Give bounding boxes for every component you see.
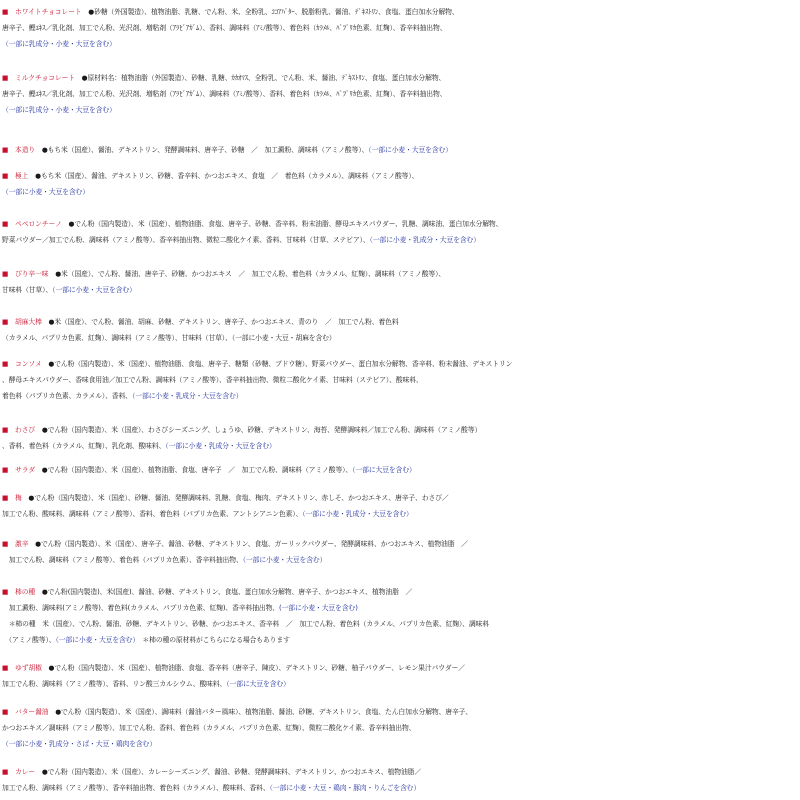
allergen-note: （一部に乳成分・小麦・大豆を含む） xyxy=(2,106,116,114)
ingredient-text: ●原材料名：植物油脂（外国製造）、砂糖、乳糖、ｶｶｵﾏｽ、全粉乳、でん粉、米、醤油、ﾃﾞｷｽﾄﾘﾝ、食塩、蛋白加水分解物、 xyxy=(81,74,446,82)
product-name: 梅 xyxy=(8,494,29,502)
allergen-note: （一部に小麦・乳成分・さば・大豆・鶏肉を含む） xyxy=(2,740,157,748)
product-entry xyxy=(2,266,798,298)
ingredient-text: ●でん粉（国内製造）、米（国産）、調味料（醤油バター風味）、植物油脂、醤油、砂糖、デキストリン、食塩、たん白加水分解物、唐辛子、 xyxy=(55,708,473,716)
ingredient-line xyxy=(2,86,798,102)
product-name: 極上 xyxy=(8,172,36,180)
bullet-marker: ■ xyxy=(2,318,9,326)
ingredient-line xyxy=(2,232,798,248)
ingredient-text: 唐辛子、鰹ｴｷｽ／乳化剤、加工でん粉、光沢剤、増粘剤（ｱﾗﾋﾞｱｶﾞﾑ）、調味料（ｱﾐﾉ酸等）、香料、着色料（ｶﾗﾒﾙ、ﾊﾟﾌﾟﾘｶ色素、紅麹）、香辛料抽出物、 xyxy=(2,90,447,98)
bullet-marker: ■ xyxy=(2,466,9,474)
ingredient-text: 加工でん粉、調味料（アミノ酸等）、着色料（パプリカ色素）、香辛料抽出物、 xyxy=(2,556,243,564)
ingredient-text: 加工でん粉、調味料（アミノ酸等）、香辛料抽出物、着色料（カラメル）、酸味料、香料、 xyxy=(2,784,270,792)
ingredient-text: 着色料（パプリカ色素、カラメル）、香料、 xyxy=(2,392,132,400)
ingredient-line xyxy=(2,780,798,796)
bullet-marker: ■ xyxy=(2,172,9,180)
product-entry xyxy=(2,4,798,52)
allergen-note: （一部に大豆を含む） xyxy=(352,466,416,474)
allergen-note: （一部に小麦・大豆を含む） xyxy=(2,188,90,196)
product-name: 胡麻大棒 xyxy=(8,318,49,326)
ingredient-text: ●でん粉(国内製造)、米(国産)、醤油、砂糖、デキストリン、食塩、蛋白加水分解物、唐辛子、かつおエキス、植物油脂 ／ xyxy=(41,588,413,596)
ingredient-text: ●米（国産）、でん粉、醤油、胡麻、砂糖、デキストリン、唐辛子、かつおエキス、青のり ／ 加工でん粉、着色料 xyxy=(48,318,399,326)
product-name: ぴり辛一味 xyxy=(8,270,56,278)
ingredient-text: ●もち米（国産）、醤油、デキストリン、砂糖、香辛料、かつおエキス、食塩 ／ 着色料（カラメル）、調味料（アミノ酸等）、 xyxy=(35,172,419,180)
allergen-note: （一部に小麦・大豆を含む） xyxy=(52,286,136,294)
ingredient-line xyxy=(2,388,798,404)
product-name: わさび xyxy=(8,426,42,434)
ingredient-line xyxy=(2,660,798,676)
allergen-note: (一部に小麦・大豆を含む) xyxy=(279,604,358,612)
ingredient-text: ●でん粉（国内製造）、米（国産）、植物油脂、食塩、香辛料（唐辛子、陳皮）、デキストリン、砂糖、柚子パウダー、レモン果汁パウダー／ xyxy=(48,664,465,672)
ingredient-line xyxy=(2,422,798,438)
product-name: 本造り xyxy=(8,146,42,154)
ingredient-text: 、香料、着色料（カラメル、紅麹）、乳化剤、酸味料、 xyxy=(2,442,166,450)
ingredient-line xyxy=(2,490,798,506)
ingredient-line xyxy=(2,70,798,86)
product-entry xyxy=(2,422,798,454)
product-entry xyxy=(2,462,798,478)
bullet-marker: ■ xyxy=(2,768,9,776)
allergen-note: （一部に小麦・乳成分・大豆を含む） xyxy=(369,236,480,244)
product-entry xyxy=(2,536,798,568)
ingredient-line xyxy=(2,764,798,780)
bullet-marker: ■ xyxy=(2,74,9,82)
ingredient-text: ●でん粉（国内製造）、米（国産）、砂糖、醤油、発酵調味料、乳糖、食塩、梅肉、デキストリン、赤しそ、かつおエキス、唐辛子、わさび／ xyxy=(28,494,449,502)
ingredient-line xyxy=(2,536,798,552)
ingredient-text: ●でん粉（国内製造）、米（国産）、植物油脂、食塩、唐辛子、砂糖、香辛料、粉末油脂、酵母エキスパウダー、乳糖、調味油、蛋白加水分解物、 xyxy=(68,220,503,228)
ingredient-text: 加工でん粉、酸味料、調味料（アミノ酸等）、香料、着色料（パプリカ色素、アントシアニン色素）、 xyxy=(2,510,303,518)
ingredient-line xyxy=(2,266,798,282)
ingredient-line xyxy=(2,4,798,20)
product-entry xyxy=(2,356,798,404)
ingredient-line xyxy=(2,216,798,232)
ingredient-text: 、酵母エキスパウダー、香味食用油／加工でん粉、調味料（アミノ酸等）、香辛料抽出物、微粒二酸化ケイ素、甘味料（ステビア）、酸味料、 xyxy=(2,376,423,384)
supplementary-note: ＊柿の種の原材料がこちらになる場合もあります xyxy=(135,636,290,644)
ingredient-text: （アミノ酸等）、 xyxy=(2,636,56,644)
ingredient-text: 甘味料（甘草）、 xyxy=(2,286,53,294)
ingredient-text: ●でん粉（国内製造）、米（国産）、わさびシーズニング、しょうゆ、砂糖、デキストリン、海苔、発酵調味料／加工でん粉、調味料（アミノ酸等） xyxy=(41,426,482,434)
allergen-note: （一部に小麦・大豆を含む） xyxy=(242,556,327,564)
product-name: ペペロンチーノ xyxy=(8,220,69,228)
product-entry xyxy=(2,660,798,692)
ingredient-line xyxy=(2,356,798,372)
ingredient-text: 野菜パウダー／加工でん粉、調味料（アミノ酸等）、香辛料抽出物、微粒二酸化ケイ素、香料、甘味料（甘草、ステビア）、 xyxy=(2,236,370,244)
product-entry xyxy=(2,70,798,118)
ingredient-text: ●でん粉（国内製造）、米（国産）、唐辛子、醤油、砂糖、デキストリン、食塩、ガーリックパウダー、発酵調味料、かつおエキス、植物油脂 ／ xyxy=(35,540,468,548)
product-name: バター醤油 xyxy=(8,708,56,716)
ingredient-line xyxy=(2,676,798,692)
bullet-marker: ■ xyxy=(2,664,9,672)
ingredient-line xyxy=(2,168,798,184)
bullet-marker: ■ xyxy=(2,494,9,502)
product-entry xyxy=(2,490,798,522)
ingredient-line xyxy=(2,600,798,616)
ingredient-line xyxy=(2,552,798,568)
allergen-note: （一部に小麦・乳成分・大豆を含む） xyxy=(302,510,413,518)
ingredient-line xyxy=(2,314,798,330)
allergen-note: （一部に小麦・大豆を含む） xyxy=(55,636,136,644)
ingredient-line xyxy=(2,616,798,632)
ingredient-line xyxy=(2,506,798,522)
ingredient-line xyxy=(2,372,798,388)
product-name: 柿の種 xyxy=(8,588,42,596)
ingredient-text: 唐辛子、鰹ｴｷｽ／乳化剤、加工でん粉、光沢剤、増粘剤（ｱﾗﾋﾞｱｶﾞﾑ）、香料、調味料（ｱﾐﾉ酸等）、着色料（ｶﾗﾒﾙ、ﾊﾟﾌﾟﾘｶ色素、紅麹）、香辛料抽出物、 xyxy=(2,24,447,32)
product-name: 激辛 xyxy=(8,540,36,548)
product-entry xyxy=(2,764,798,796)
product-entry xyxy=(2,168,798,200)
ingredient-line xyxy=(2,184,798,200)
allergen-note: （一部に乳成分・小麦・大豆を含む） xyxy=(2,40,116,48)
ingredient-line xyxy=(2,36,798,52)
product-entry xyxy=(2,216,798,248)
ingredient-text: 加工でん粉、調味料（アミノ酸等）、香料、リン酸三カルシウム、酸味料、 xyxy=(2,680,227,688)
product-entry xyxy=(2,584,798,648)
ingredient-line xyxy=(2,438,798,454)
allergen-note: （一部に小麦・大豆・鶏肉・豚肉・りんごを含む） xyxy=(269,784,421,792)
product-name: コンソメ xyxy=(8,360,49,368)
product-name: サラダ xyxy=(8,466,42,474)
ingredient-text: ●でん粉（国内製造）、米（国産）、カレーシーズニング、醤油、砂糖、発酵調味料、デキストリン、かつおエキス、植物油脂／ xyxy=(41,768,422,776)
product-entry xyxy=(2,142,798,158)
bullet-marker: ■ xyxy=(2,270,9,278)
ingredient-line xyxy=(2,282,798,298)
allergen-note: （一部に小麦・乳成分・大豆を含む） xyxy=(132,392,243,400)
bullet-marker: ■ xyxy=(2,708,9,716)
bullet-marker: ■ xyxy=(2,146,9,154)
ingredient-text: ●米（国産）、でん粉、醤油、唐辛子、砂糖、かつおエキス ／ 加工でん粉、着色料（カラメル、紅麹）、調味料（アミノ酸等）、 xyxy=(55,270,446,278)
ingredient-line xyxy=(2,704,798,720)
product-name: カレー xyxy=(8,768,42,776)
ingredient-text: 加工澱粉、調味料(アミノ酸等)、着色料(カラメル、パプリカ色素、紅麹)、香辛料抽出物、 xyxy=(2,604,279,612)
product-name: ミルクチョコレート xyxy=(8,74,82,82)
allergen-note: （一部に小麦・乳成分・大豆を含む） xyxy=(165,442,276,450)
ingredient-text: ●もち米（国産）、醤油、デキストリン、発酵調味料、唐辛子、砂糖 ／ 加工澱粉、調味料（アミノ酸等）、 xyxy=(41,146,369,154)
product-entry xyxy=(2,314,798,346)
ingredient-line xyxy=(2,720,798,736)
ingredient-text: かつおエキス／調味料（アミノ酸等）、加工でん粉、香料、着色料（カラメル、パプリカ色素、紅麹）、微粒二酸化ケイ素、香辛料抽出物、 xyxy=(2,724,416,732)
ingredient-line xyxy=(2,462,798,478)
ingredient-line xyxy=(2,142,798,158)
ingredient-text: ＊柿の種 米（国産）、でん粉、醤油、砂糖、デキストリン、砂糖、かつおエキス、香辛料 ／ 加工でん粉、着色料（カラメル、パプリカ色素、紅麹）、調味料 xyxy=(2,620,490,628)
bullet-marker: ■ xyxy=(2,220,9,228)
ingredient-line xyxy=(2,330,798,346)
ingredient-line xyxy=(2,20,798,36)
product-entry xyxy=(2,704,798,752)
ingredient-line xyxy=(2,102,798,118)
ingredient-line xyxy=(2,736,798,752)
allergen-note: （一部に小麦・大豆を含む） xyxy=(368,146,452,154)
ingredient-text: ●砂糖（外国製造）、植物油脂、乳糖、でん粉、米、全粉乳、ｺｺｱﾊﾞﾀｰ、脱脂粉乳、醤油、ﾃﾞｷｽﾄﾘﾝ、食塩、蛋白加水分解物、 xyxy=(88,8,459,16)
ingredient-text: （カラメル、パプリカ色素、紅麹）、調味料（アミノ酸等）、甘味料（甘草）、（一部に小麦・大豆・胡麻を含む） xyxy=(2,334,336,342)
ingredient-line xyxy=(2,584,798,600)
bullet-marker: ■ xyxy=(2,588,9,596)
bullet-marker: ■ xyxy=(2,540,9,548)
bullet-marker: ■ xyxy=(2,426,9,434)
ingredient-text: ●でん粉（国内製造）、米（国産）、植物油脂、食塩、唐辛子 ／ 加工でん粉、調味料（アミノ酸等）、 xyxy=(41,466,353,474)
bullet-marker: ■ xyxy=(2,360,9,368)
bullet-marker: ■ xyxy=(2,8,9,16)
product-name: ゆず胡椒 xyxy=(8,664,49,672)
ingredient-line xyxy=(2,632,798,648)
ingredient-text: ●でん粉（国内製造）、米（国産）、植物油脂、食塩、唐辛子、糖類（砂糖、ブドウ糖）、野菜パウダー、蛋白加水分解物、香辛料、粉末醤油、デキストリン xyxy=(48,360,513,368)
product-name: ホワイトチョコレート xyxy=(8,8,89,16)
allergen-note: （一部に大豆を含む） xyxy=(226,680,290,688)
